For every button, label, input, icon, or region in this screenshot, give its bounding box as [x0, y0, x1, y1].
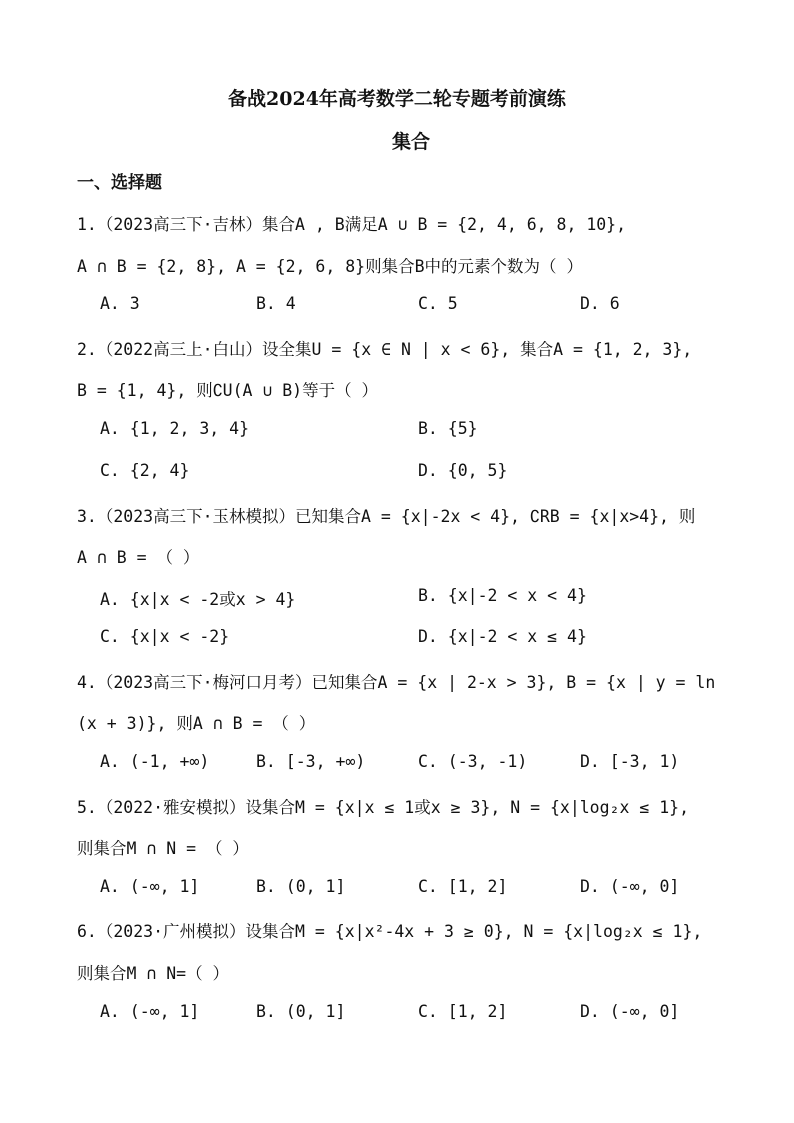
question-3-stem-line-1: 3.（2023高三下·玉林模拟）已知集合A = {x|-2x < 4}, ∁RB = {x|x>4}, 则: [77, 507, 696, 526]
question-6-option-a: A. (-∞, 1]: [100, 1002, 200, 1021]
question-1-stem-line-2: A ∩ B = {2, 8}, A = {2, 6, 8}则集合B中的元素个数为（ ）: [77, 257, 583, 276]
question-5-option-a: A. (-∞, 1]: [100, 877, 200, 896]
question-4-option-a: A. (-1, +∞): [100, 752, 210, 771]
question-1-stem-line-1: 1.（2023高三下·吉林）集合A , B满足A ∪ B = {2, 4, 6, 8, 10},: [77, 215, 627, 234]
question-1-option-d: D. 6: [580, 294, 620, 313]
question-3-option-d: D. {x|-2 < x ≤ 4}: [418, 627, 587, 646]
question-5-option-d: D. (-∞, 0]: [580, 877, 680, 896]
document-title: 备战2024年高考数学二轮专题考前演练: [228, 88, 566, 110]
question-5-stem-line-1: 5.（2022·雅安模拟）设集合M = {x|x ≤ 1或x ≥ 3}, N = {x|log₂x ≤ 1},: [77, 798, 690, 817]
question-1-option-c: C. 5: [418, 294, 458, 313]
question-2-stem-line-2: B = {1, 4}, 则∁U(A ∪ B)等于（ ）: [77, 381, 379, 400]
question-5-option-c: C. [1, 2]: [418, 877, 508, 896]
question-6-option-d: D. (-∞, 0]: [580, 1002, 680, 1021]
question-4-option-c: C. (-3, -1): [418, 752, 528, 771]
question-3-option-b: B. {x|-2 < x < 4}: [418, 586, 587, 605]
question-3-option-a: A. {x|x < -2或x > 4}: [100, 590, 296, 609]
document-subtitle: 集合: [391, 131, 430, 153]
question-2-stem-line-1: 2.（2022高三上·白山）设全集U = {x ∈ N | x < 6}, 集合A = {1, 2, 3},: [77, 340, 693, 359]
question-1-option-a: A. 3: [100, 294, 140, 313]
question-4-option-d: D. [-3, 1): [580, 752, 680, 771]
question-3-stem-line-2: A ∩ B = （ ）: [77, 548, 200, 567]
question-6-option-b: B. (0, 1]: [256, 1002, 346, 1021]
question-6-stem-line-1: 6.（2023·广州模拟）设集合M = {x|x²-4x + 3 ≥ 0}, N = {x|log₂x ≤ 1},: [77, 922, 703, 941]
question-3-option-c: C. {x|x < -2}: [100, 627, 230, 646]
question-2-option-a: A. {1, 2, 3, 4}: [100, 419, 250, 438]
question-4-stem-line-2: (x + 3)}, 则A ∩ B = （ ）: [77, 714, 316, 733]
section-heading: 一、选择题: [77, 173, 162, 193]
question-5-stem-line-2: 则集合M ∩ N = （ ）: [77, 839, 249, 858]
question-1-option-b: B. 4: [256, 294, 296, 313]
question-6-option-c: C. [1, 2]: [418, 1002, 508, 1021]
question-2-option-b: B. {5}: [418, 419, 478, 438]
question-2-option-c: C. {2, 4}: [100, 461, 190, 480]
question-6-stem-line-2: 则集合M ∩ N=（ ）: [77, 964, 230, 983]
question-5-option-b: B. (0, 1]: [256, 877, 346, 896]
question-2-option-d: D. {0, 5}: [418, 461, 508, 480]
question-4-stem-line-1: 4.（2023高三下·梅河口月考）已知集合A = {x | 2-x > 3}, B = {x | y = ln: [77, 673, 716, 692]
question-4-option-b: B. [-3, +∞): [256, 752, 366, 771]
